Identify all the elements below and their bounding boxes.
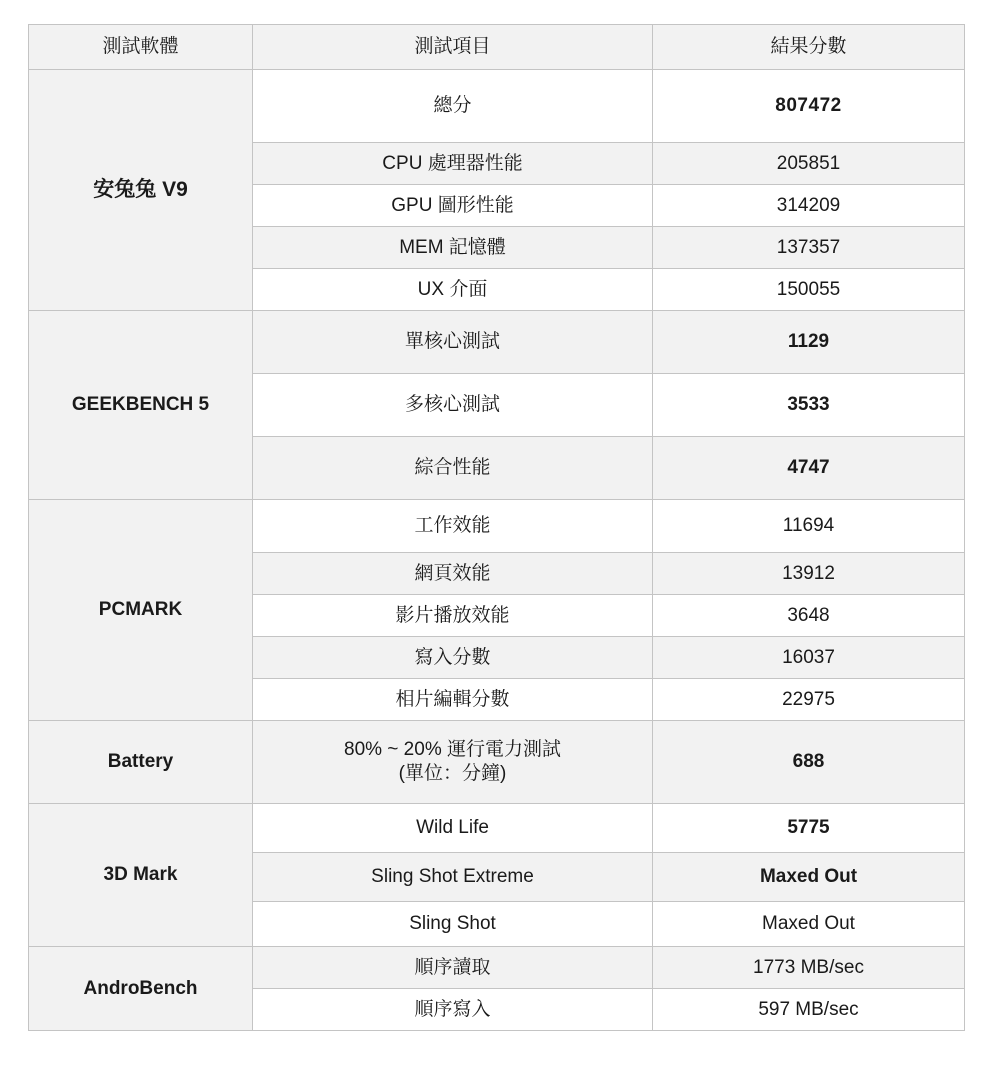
software-label-geekbench: GEEKBENCH 5 (29, 311, 253, 500)
column-header-software: 測試軟體 (29, 25, 253, 70)
item-label: UX 介面 (253, 269, 653, 311)
column-header-item: 測試項目 (253, 25, 653, 70)
item-label: 總分 (253, 70, 653, 143)
score-value: 807472 (653, 70, 965, 143)
software-label-3dmark: 3D Mark (29, 804, 253, 947)
battery-item-line2: (單位：分鐘) (398, 763, 507, 784)
battery-item-line1: 80% ~ 20% 運行電力測試 (344, 739, 561, 761)
benchmark-results-table (28, 24, 965, 1031)
score-value: 3533 (653, 374, 965, 437)
score-value: Maxed Out (653, 902, 965, 947)
score-value: 4747 (653, 437, 965, 500)
score-value: 137357 (653, 227, 965, 269)
score-value: Maxed Out (653, 853, 965, 902)
item-label: 工作效能 (253, 500, 653, 553)
score-value: 597 MB/sec (653, 989, 965, 1031)
item-label: Sling Shot (253, 902, 653, 947)
score-value: 688 (653, 721, 965, 804)
item-label: 多核心測試 (253, 374, 653, 437)
item-label: CPU 處理器性能 (253, 143, 653, 185)
score-value: 1773 MB/sec (653, 947, 965, 989)
item-label: Wild Life (253, 804, 653, 853)
table-row (29, 947, 965, 989)
table-header-row (29, 25, 965, 70)
item-label: 綜合性能 (253, 437, 653, 500)
item-label: 相片編輯分數 (253, 679, 653, 721)
item-label: Sling Shot Extreme (253, 853, 653, 902)
item-label: 影片播放效能 (253, 595, 653, 637)
item-label: 網頁效能 (253, 553, 653, 595)
score-value: 3648 (653, 595, 965, 637)
score-value: 11694 (653, 500, 965, 553)
item-label: MEM 記憶體 (253, 227, 653, 269)
table-row (29, 804, 965, 853)
item-label: 順序讀取 (253, 947, 653, 989)
table-row (29, 70, 965, 143)
score-value: 150055 (653, 269, 965, 311)
score-value: 205851 (653, 143, 965, 185)
software-label-battery: Battery (29, 721, 253, 804)
score-value: 22975 (653, 679, 965, 721)
score-value: 13912 (653, 553, 965, 595)
table-row (29, 721, 965, 804)
software-label-androbench: AndroBench (29, 947, 253, 1031)
item-label-battery (253, 721, 653, 804)
score-value: 5775 (653, 804, 965, 853)
software-label-antutu: 安兔兔 V9 (29, 70, 253, 311)
column-header-score: 結果分數 (653, 25, 965, 70)
item-label: 寫入分數 (253, 637, 653, 679)
item-label: 單核心測試 (253, 311, 653, 374)
score-value: 314209 (653, 185, 965, 227)
software-label-pcmark: PCMARK (29, 500, 253, 721)
item-label: 順序寫入 (253, 989, 653, 1031)
score-value: 1129 (653, 311, 965, 374)
table-row (29, 311, 965, 374)
item-label: GPU 圖形性能 (253, 185, 653, 227)
table-row (29, 500, 965, 553)
score-value: 16037 (653, 637, 965, 679)
